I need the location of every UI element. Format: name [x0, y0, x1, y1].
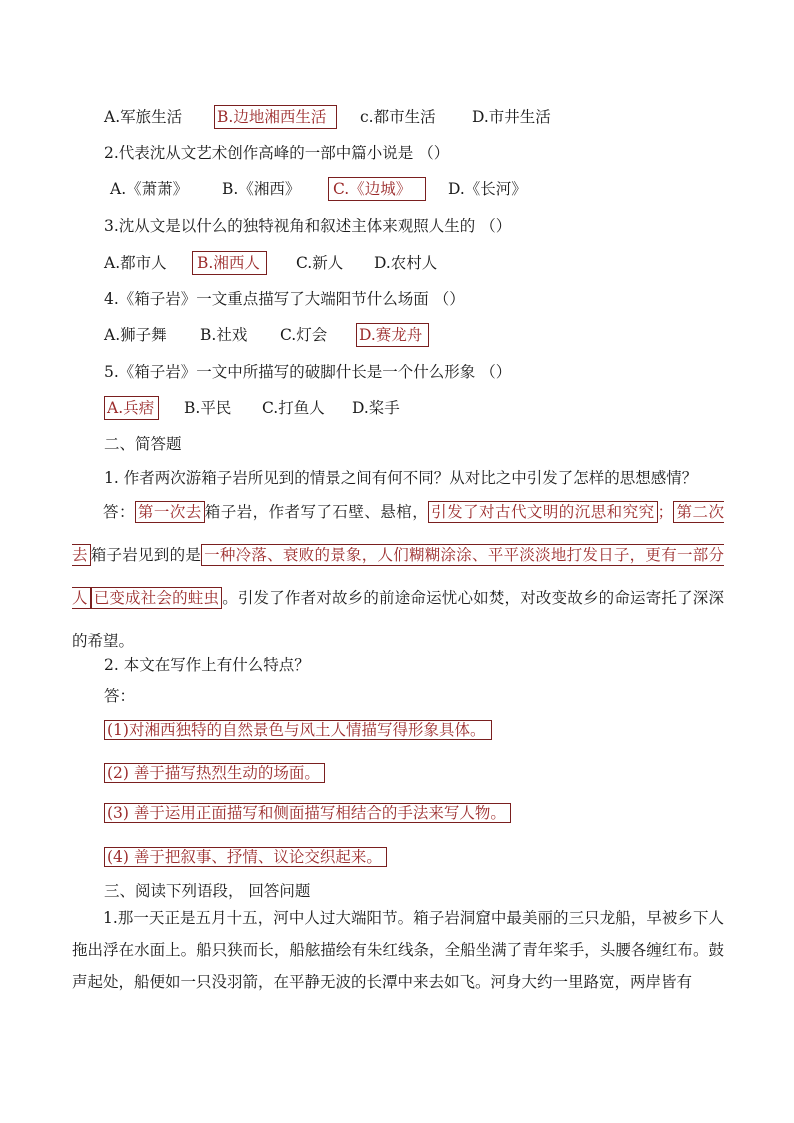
q5-option-b: B.平民 — [184, 399, 232, 417]
q5-option-c: C.打鱼人 — [262, 399, 325, 417]
section2-answer1 — [72, 491, 724, 663]
q3-option-c: C.新人 — [296, 254, 344, 272]
point-3 — [104, 802, 511, 824]
q4-option-d-answer: D.赛龙舟 — [356, 323, 429, 347]
q1-option-b-answer: B.边地湘西生活 — [214, 105, 337, 129]
answer1-prefix: 答： — [103, 503, 135, 521]
answer1-box-first-visit: 第一次去 — [135, 501, 205, 523]
answer1-text3: 。引发了作者对故乡的前途命运忧心如焚，对改变故乡的命运寄托了深深的希望。 — [72, 589, 724, 650]
section2-heading: 二、简答题 — [104, 435, 182, 453]
q5-question: 5.《箱子岩》一文中所描写的破脚什长是一个什么形象 （） — [104, 363, 512, 381]
answer1-text2: 箱子岩见到的是 — [90, 546, 202, 564]
q3-option-a: A.都市人 — [104, 254, 167, 272]
q2-option-c-answer: C.《边城》 — [328, 177, 426, 201]
q2-option-a: A.《萧萧》 — [110, 180, 189, 198]
answer1-box-reflection: 引发了对古代文明的沉思和究究 — [428, 501, 657, 523]
answer1-text1: 箱子岩，作者写了石壁、悬棺， — [204, 503, 429, 521]
q1-option-a: A.军旅生活 — [104, 108, 183, 126]
answer1-box-parasite: 已变成社会的蛀虫 — [91, 587, 223, 609]
point-4 — [104, 846, 387, 868]
point-4-box: (4) 善于把叙事、抒情、议论交织起来。 — [104, 847, 387, 867]
q1-option-d: D.市井生活 — [472, 108, 551, 126]
q2-option-b: B.《湘西》 — [222, 180, 301, 198]
section3-heading: 三、阅读下列语段， 回答问题 — [104, 882, 311, 900]
point-2-box: (2) 善于描写热烈生动的场面。 — [104, 763, 325, 783]
answer1-sep: ； — [657, 503, 674, 521]
q3-question: 3.沈从文是以什么的独特视角和叙述主体来观照人生的 （） — [104, 217, 512, 235]
section3-paragraph-1: 1.那一天正是五月十五，河中人过大端阳节。箱子岩洞窟中最美丽的三只龙船，早被乡下人拖出浮在水面上。船只狭而长，船舷描绘有朱红线条，全船坐满了青年桨手，头腰各缠红布。鼓声起处，船便如一只没羽箭，在平静无波的长潭中来去如飞。河身大约一里路宽，两岸皆有 — [72, 909, 724, 991]
q3-option-d: D.农村人 — [374, 254, 438, 272]
q5-option-d: D.桨手 — [352, 399, 400, 417]
point-1-box: (1)对湘西独特的自然景色与风土人情描写得形象具体。 — [104, 720, 492, 740]
q4-question: 4.《箱子岩》一文重点描写了大端阳节什么场面 （） — [104, 290, 465, 308]
answer1-box-second-visit: 第二次去 — [72, 503, 724, 564]
section2-q1: 1. 作者两次游箱子岩所见到的情景之间有何不同？从对比之中引发了怎样的思想感情？ — [104, 469, 698, 487]
point-3-box: (3) 善于运用正面描写和侧面描写相结合的手法来写人物。 — [104, 803, 511, 823]
q1-option-c: c.都市生活 — [360, 108, 436, 126]
q4-option-c: C.灯会 — [280, 326, 328, 344]
q4-option-b: B.社戏 — [200, 326, 248, 344]
point-1 — [104, 719, 492, 741]
section3-passage — [72, 902, 724, 998]
answer1-box-scene: 一种冷落、衰败的景象，人们糊糊涂涂、平平淡淡地打发日子，更有一部分人 — [72, 546, 724, 607]
q4-option-a: A.狮子舞 — [104, 326, 167, 344]
point-2 — [104, 762, 325, 784]
section2-q2: 2. 本文在写作上有什么特点？ — [104, 656, 310, 674]
section2-answer2-prefix: 答： — [104, 687, 136, 705]
q5-option-a-answer: A.兵痞 — [104, 396, 159, 420]
q3-option-b-answer: B.湘西人 — [192, 251, 267, 275]
q2-question: 2.代表沈从文艺术创作高峰的一部中篇小说是 （） — [104, 144, 450, 162]
q2-option-d: D.《长河》 — [448, 180, 527, 198]
